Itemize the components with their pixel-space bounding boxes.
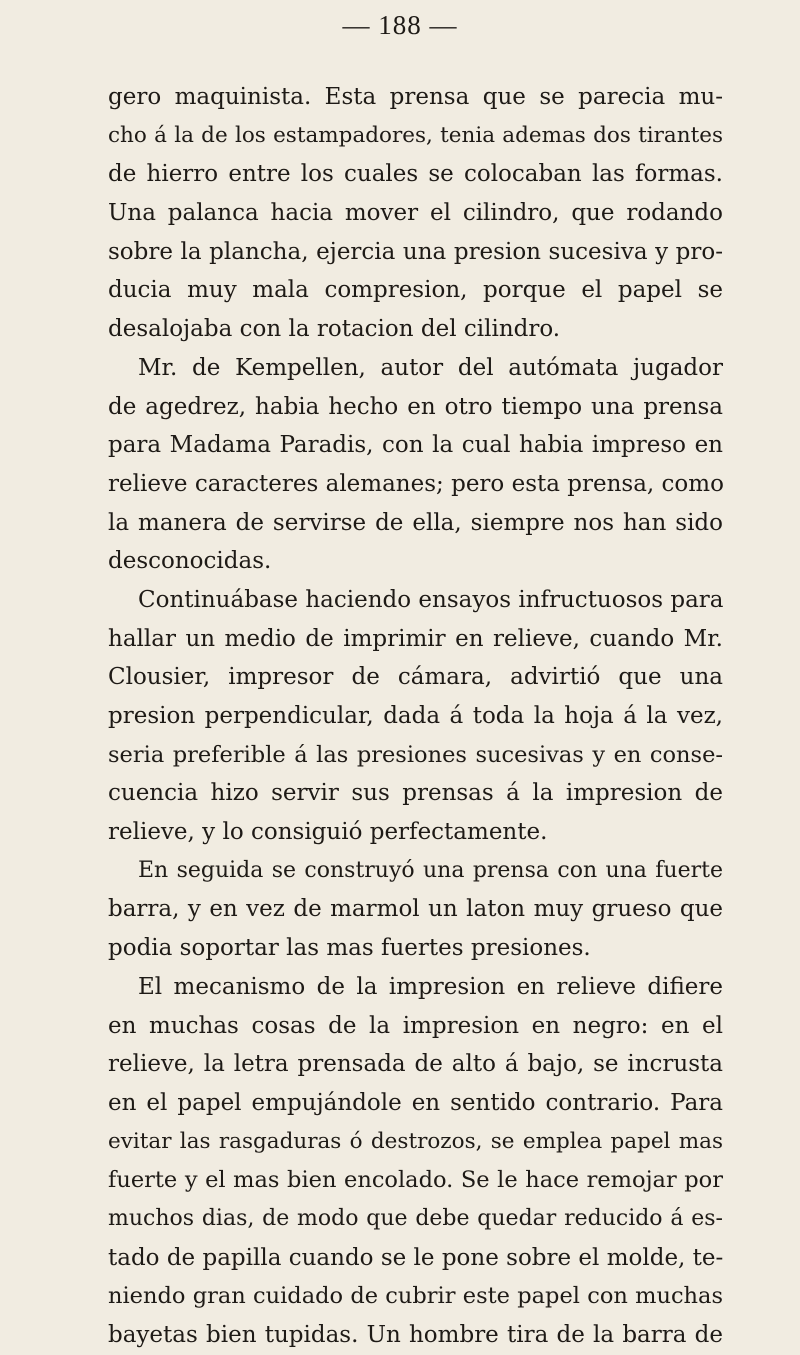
text-line: bayetas bien tupidas. Un hombre tira de la barra de xyxy=(108,1322,723,1348)
text-line: evitar las rasgaduras ó destrozos, se emplea papel mas xyxy=(108,1128,723,1154)
text-line: desconocidas. xyxy=(108,548,272,575)
text-line: relieve caracteres alemanes; pero esta prensa, como xyxy=(108,470,724,497)
text-line: Clousier, impresor de cámara, advirtió que una xyxy=(108,664,723,691)
text-line: sobre la plancha, ejercia una presion sucesiva y pro- xyxy=(108,238,723,265)
body-text xyxy=(108,78,723,1355)
text-line: en muchas cosas de la impresion en negro: en el xyxy=(108,1012,723,1039)
text-line: presion perpendicular, dada á toda la hoja á la vez, xyxy=(108,703,723,729)
text-line: gero maquinista. Esta prensa que se parecia mu- xyxy=(108,84,723,110)
text-line: para Madama Paradis, con la cual habia impreso en xyxy=(108,432,723,459)
text-line: fuerte y el mas bien encolado. Se le hace remojar por xyxy=(108,1167,723,1194)
text-line: cuencia hizo servir sus prensas á la impresion de xyxy=(108,780,723,807)
text-line: desalojaba con la rotacion del cilindro. xyxy=(108,316,561,343)
text-line: podia soportar las mas fuertes presiones. xyxy=(108,935,591,962)
text-line: en el papel empujándole en sentido contrario. Para xyxy=(108,1089,723,1116)
text-line: de agedrez, habia hecho en otro tiempo una prensa xyxy=(108,393,723,420)
text-line: En seguida se construyó una prensa con una fuerte xyxy=(138,857,723,883)
text-line: relieve, y lo consiguió perfectamente. xyxy=(108,819,548,846)
text-line: la manera de servirse de ella, siempre nos han sido xyxy=(108,509,723,536)
page-number: — 188 — xyxy=(342,10,458,40)
text-line: Continuábase haciendo ensayos infructuosos para xyxy=(138,586,724,613)
text-line: Una palanca hacia mover el cilindro, que rodando xyxy=(108,200,723,227)
text-line: muchos dias, de modo que debe quedar reducido á es- xyxy=(108,1205,723,1231)
text-line: de hierro entre los cuales se colocaban las formas. xyxy=(108,161,723,188)
text-line: seria preferible á las presiones sucesivas y en conse- xyxy=(108,741,723,768)
text-line: tado de papilla cuando se le pone sobre el molde, te- xyxy=(108,1244,724,1271)
text-line: hallar un medio de imprimir en relieve, cuando Mr. xyxy=(108,625,723,652)
text-line: Mr. de Kempellen, autor del autómata jugador xyxy=(138,354,723,381)
text-line: relieve, la letra prensada de alto á bajo, se incrusta xyxy=(108,1051,723,1078)
text-line: niendo gran cuidado de cubrir este papel con muchas xyxy=(108,1283,723,1310)
text-line: El mecanismo de la impresion en relieve difiere xyxy=(138,973,723,1000)
text-line: barra, y en vez de marmol un laton muy grueso que xyxy=(108,896,723,923)
text-line: cho á la de los estampadores, tenia ademas dos tirantes xyxy=(108,122,723,148)
text-line: ducia muy mala compresion, porque el papel se xyxy=(108,277,723,304)
